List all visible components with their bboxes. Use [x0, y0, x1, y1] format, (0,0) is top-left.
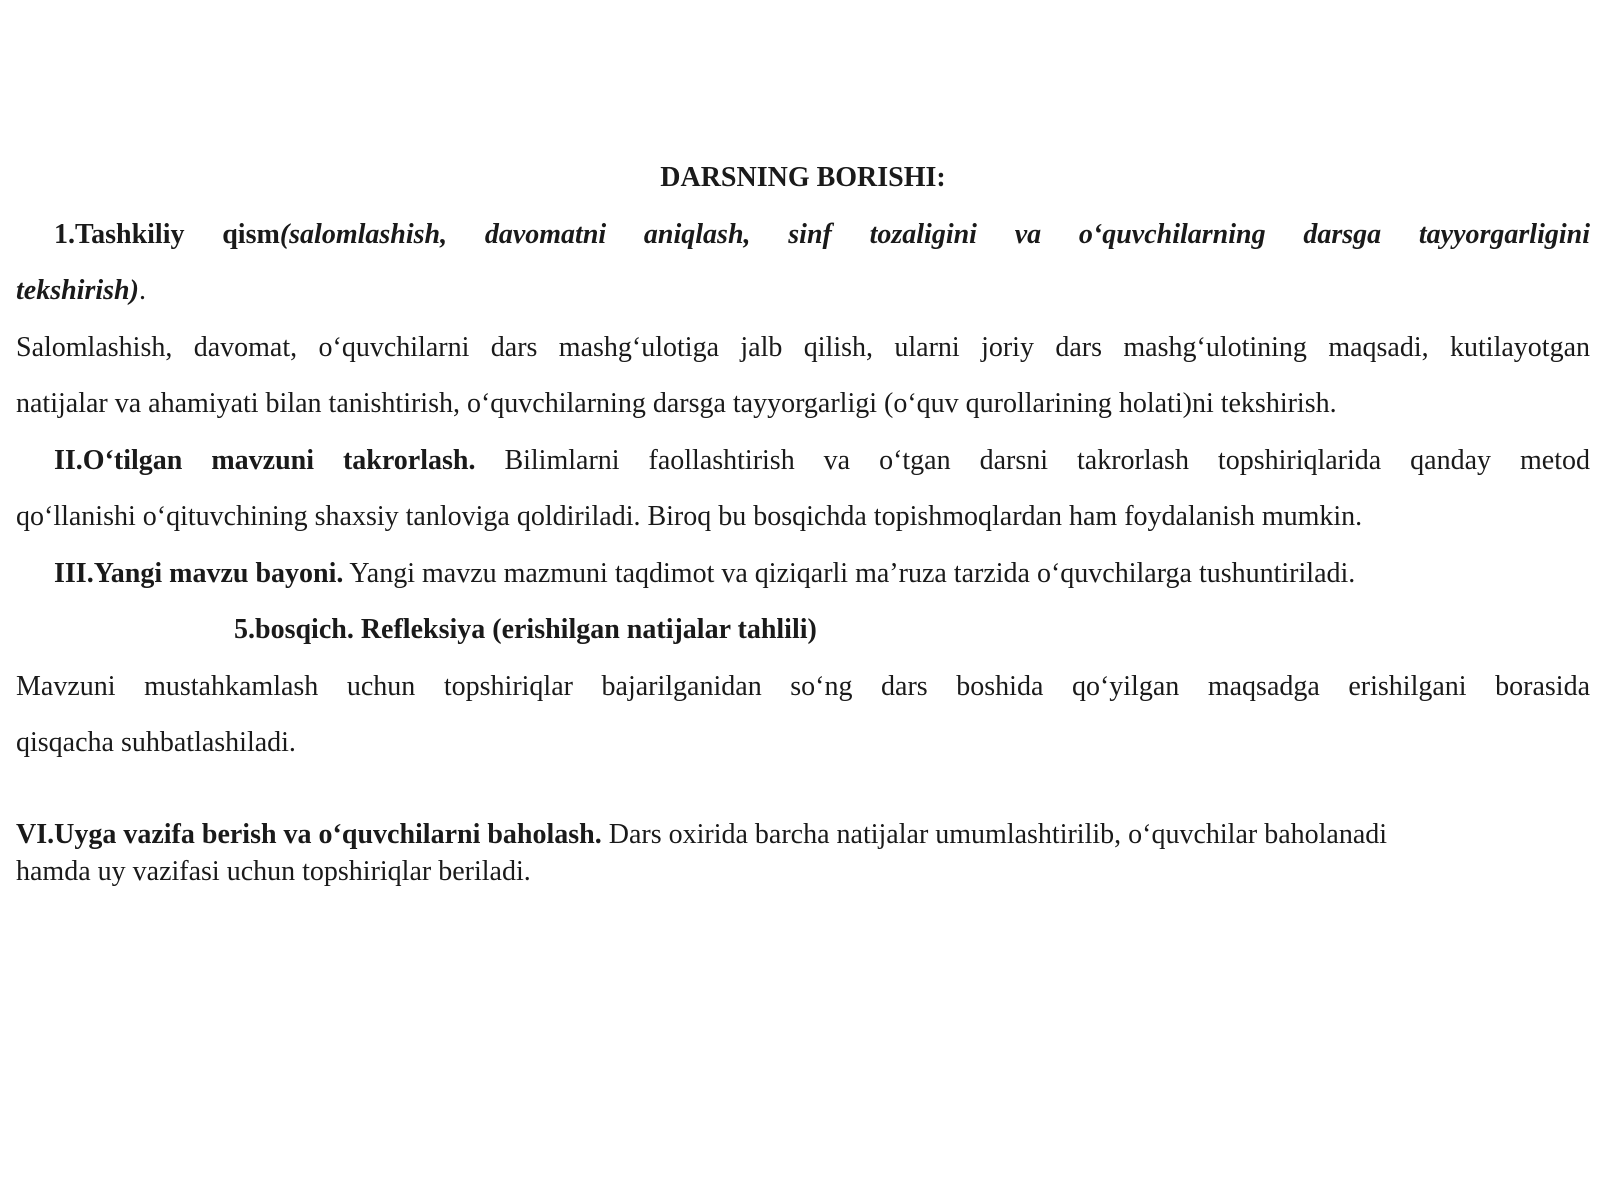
section-1-title-line	[16, 207, 1590, 264]
section-1-title: 1.Tashkiliy qism	[54, 218, 280, 250]
section-5-title: 5.bosqich. Refleksiya (erishilgan natijalar tahlili)	[234, 614, 817, 645]
section-1-subtitle-end: tekshirish)	[16, 275, 139, 306]
section-2-line-1: II.O‘tilgan mavzuni takrorlash. Bilimlarni faollashtirish va o‘tgan darsni takrorlash topshiriqlarida qanday metod	[54, 444, 1590, 476]
section-2-line-2: qo‘llanishi o‘qituvchining shaxsiy tanloviga qoldiriladi. Biroq bu bosqichda topishmoqlardan ham foydalanish mumkin.	[16, 501, 1363, 532]
section-5-body-line-1: Mavzuni mustahkamlash uchun topshiriqlar bajarilganidan so‘ng dars boshida qo‘yilgan maqsadga erishilgani borasida	[16, 670, 1590, 702]
section-5-body-line-2: qisqacha suhbatlashiladi.	[16, 727, 296, 758]
section-3-line: III.Yangi mavzu bayoni. Yangi mavzu mazmuni taqdimot va qiziqarli ma’ruza tarzida o‘quvchilarga tushuntiriladi.	[54, 557, 1356, 589]
section-2-title: II.O‘tilgan mavzuni takrorlash.	[54, 444, 476, 476]
section-1-subtitle: (salomlashish, davomatni aniqlash, sinf tozaligini va o‘quvchilarning darsga tayyorgarligini	[279, 218, 1590, 250]
section-6-line-2: hamda uy vazifasi uchun topshiriqlar beriladi.	[16, 855, 531, 887]
section-1-body-line-2: natijalar va ahamiyati bilan tanishtirish, o‘quvchilarning darsga tayyorgarligi (o‘quv qurollarining holati)ni tekshirish.	[16, 388, 1337, 419]
section-6-line-1: VI.Uyga vazifa berish va o‘quvchilarni baholash. Dars oxirida barcha natijalar umumlashtirilib, o‘quvchilar baholanadi	[16, 818, 1388, 850]
section-5-heading	[16, 602, 1590, 659]
heading-text: DARSNING BORISHI:	[660, 162, 946, 193]
document-page	[16, 150, 1590, 890]
lesson-heading	[16, 150, 1590, 207]
section-3-title: III.Yangi mavzu bayoni.	[54, 557, 344, 589]
section-1-body-line-1: Salomlashish, davomat, o‘quvchilarni dars mashg‘ulotiga jalb qilish, ularni joriy dars mashg‘ulotining maqsadi, kutilayotgan	[16, 331, 1590, 363]
spacer	[16, 772, 1590, 816]
section-6-title: VI.Uyga vazifa berish va o‘quvchilarni baholash.	[16, 818, 602, 850]
section-1-title-line-2: tekshirish).	[16, 275, 146, 306]
